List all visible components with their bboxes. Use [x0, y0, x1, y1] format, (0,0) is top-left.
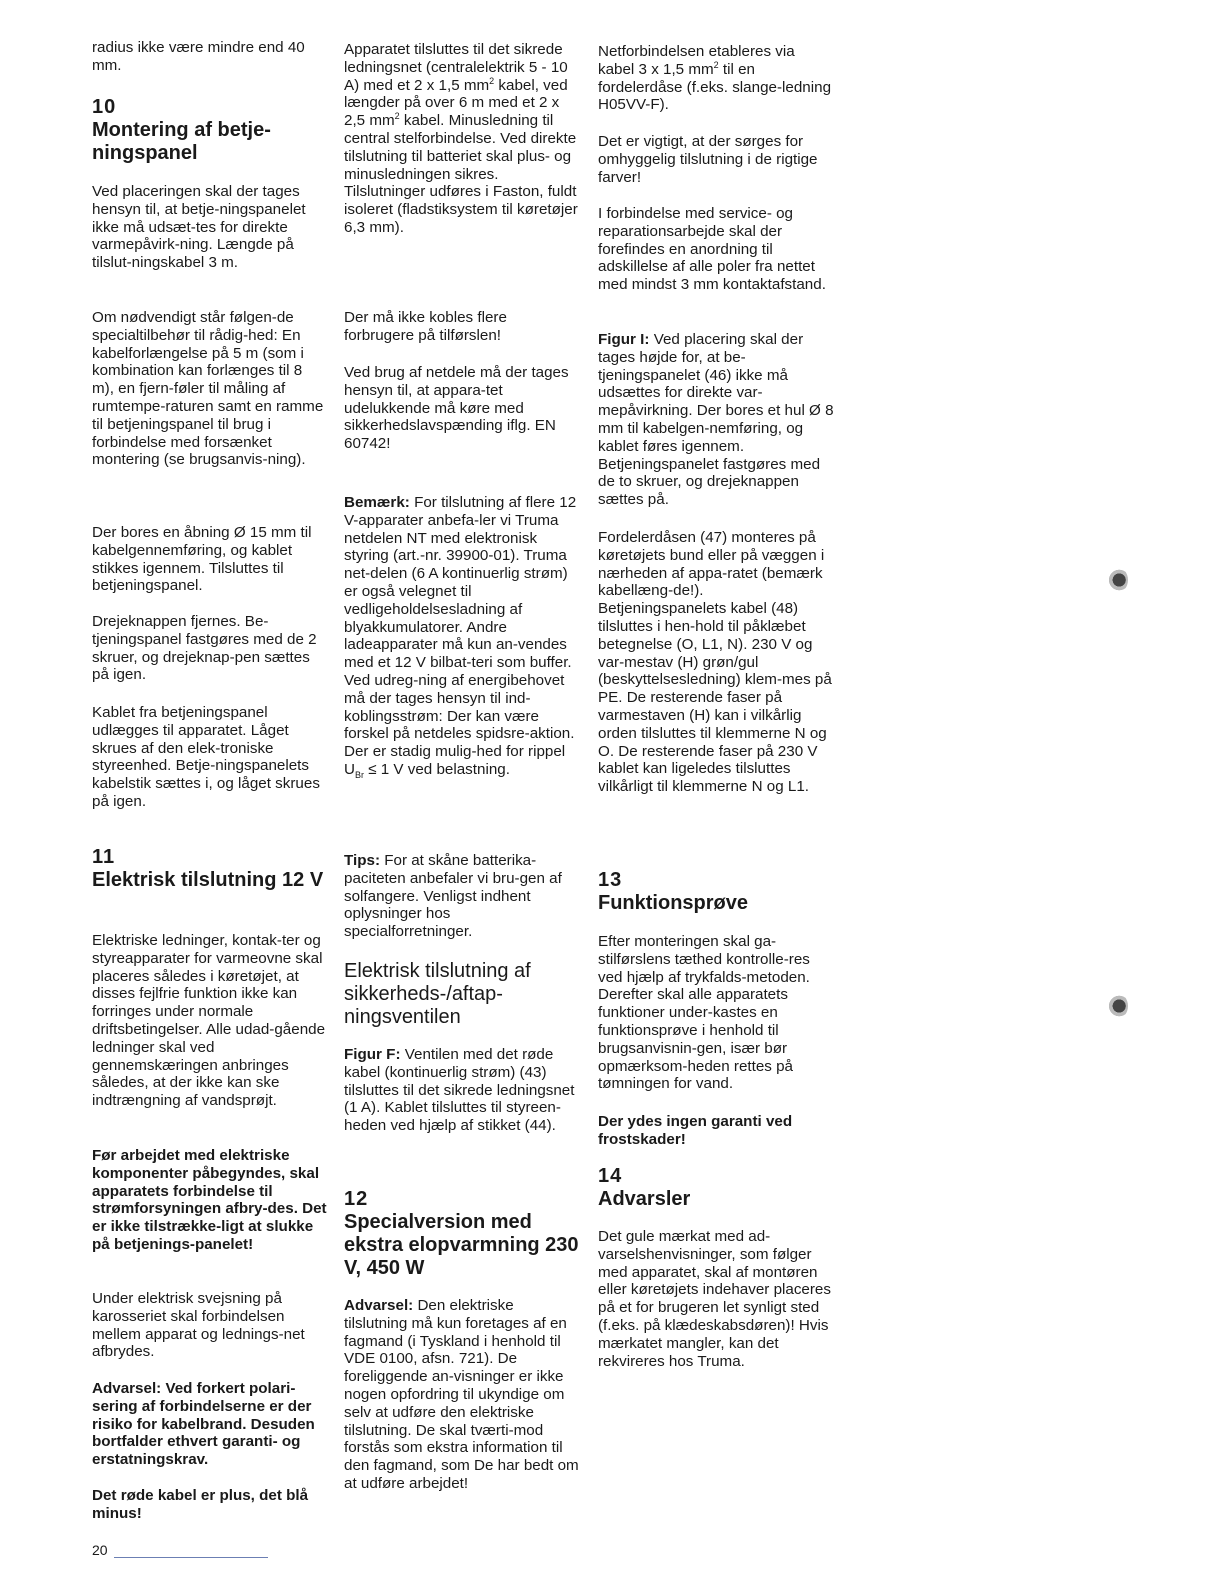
paragraph: Ved brug af netdele må der tages hensyn til, at appara-tet udelukkende må køre med sikkerhedslavspænding iflg. EN 60742!: [344, 364, 569, 453]
footer-rule: [114, 1557, 268, 1558]
section-13-title: Funktionsprøve: [598, 892, 749, 914]
section-12-title: Specialversion med ekstra elopvarmning 230 V, 450 W: [344, 1211, 579, 1279]
paragraph: Der må ikke kobles flere forbrugere på tilførslen!: [344, 309, 507, 344]
section-12-number: 12: [344, 1188, 369, 1210]
tips-paragraph: Tips: For at skåne batterika-paciteten anbefaler vi bru-gen af solfangere. Venligst indhent oplysninger hos specialforretninger.: [344, 852, 562, 941]
paragraph: Kablet fra betjeningspanel udlægges til apparatet. Låget skrues af den elek-troniske styreenhed. Betje-ningspanelets kabelstik sættes i, og låget skrues på igen.: [92, 704, 320, 810]
section-11-title: Elektrisk tilslutning 12 V: [92, 869, 324, 891]
paragraph: Om nødvendigt står følgen-de specialtilbehør til rådig-hed: En kabelforlængelse på 5 m (som i kombination kan forlænges til 8 m), en fjern-føler til måling af rumtempe-raturen samt en ramme til betjeningspanel til brug i forbindelse med forsænket montering (se brugsanvis-ning).: [92, 309, 324, 469]
paragraph: Ved placeringen skal der tages hensyn til, at betje-ningspanelet ikke må udsæt-tes for direkte varmepåvirk-ning. Længde på tilslut-ningskabel 3 m.: [92, 183, 306, 272]
paragraph: Under elektrisk svejsning på karosseriet skal forbindelsen mellem apparat og lednings-net afbrydes.: [92, 1290, 305, 1361]
paragraph: Det gule mærkat med ad-varselshenvisninger, som følger med apparatet, skal af montøren eller køretøjets indehaver placeres på et for brugeren let synligt sted (f.eks. på klædeskabsdøren)! Hvis mærkatet mangler, kan det rekvireres hos Truma.: [598, 1228, 831, 1370]
paragraph: Netforbindelsen etableres via kabel 3 x 1,5 $mm^2$ til en fordelerdåse (f.eks. slange-ledning H05VV-F).: [598, 43, 832, 114]
punch-hole-icon: [1106, 993, 1128, 1019]
subsection-title: Elektrisk tilslutning af sikkerheds-/aftap-ningsventilen: [344, 960, 531, 1028]
figure-f-paragraph: Figur F: Ventilen med det røde kabel (kontinuerlig strøm) (43) tilsluttes til det sikrede ledningsnet (1 A). Kablet tilsluttes til styreen-heden ved hjælp af stikket (44).: [344, 1046, 575, 1135]
section-13-number: 13: [598, 869, 623, 891]
section-10-title: Montering af betje-ningspanel: [92, 119, 271, 164]
bold-warning-paragraph: Advarsel: Ved forkert polari-sering af forbindelserne er der risiko for kabelbrand. Desuden bortfalder ethvert garanti- og erstatningskrav.: [92, 1380, 315, 1469]
paragraph: Det er vigtigt, at der sørges for omhyggelig tilslutning i de rigtige farver!: [598, 133, 818, 186]
bold-warning-paragraph: Det røde kabel er plus, det blå minus!: [92, 1487, 309, 1522]
paragraph: Apparatet tilsluttes til det sikrede ledningsnet (centralelektrik 5 - 10 A) med et 2 x 1,5 $mm^2$ kabel, ved længder på over 6 m med et 2 x 2,5 $mm^2$ kabel. Minusledning til central stelforbindelse. Ved direkte tilslutning til batteriet skal plus- og minusledningen sikres. Tilslutninger udføres i Faston, fuldt isoleret (fladstiksystem til køretøjer 6,3 mm).: [344, 41, 578, 236]
section-10-number: 10: [92, 96, 117, 118]
note-paragraph: Bemærk: For tilslutning af flere 12 V-apparater anbefa-ler vi Truma netdelen NT med elektronisk styring (art.-nr. 39900-01). Truma net-delen (6 A kontinuerlig strøm) er også velegnet til vedligeholdelsesladning af blyakkumulatorer. Andre ladeapparater må kun an-vendes med et 12 V bilbat-teri som buffer. Ved udreg-ning af energibehovet må der tages hensyn til ind-koblingsstrøm: Der kan være forskel på netdeles spidsre-aktion. Der er stadig mulig-hed for rippel $U_{Br} \le 1$ V ved belastning.: [344, 494, 577, 780]
warning-paragraph: Advarsel: Den elektriske tilslutning må kun foretages af en fagmand (i Tyskland i henhold til VDE 0100, afsn. 721). De foreliggende an-visninger er ikke nogen opfordring til ukyndige om selv at udføre den elektriske tilslutning. De skal tværti-mod forstås som ekstra information til den fagmand, som De har bedt om at udføre arbejdet!: [344, 1297, 579, 1492]
bold-warning-paragraph: Før arbejdet med elektriske komponenter påbegyndes, skal apparatets forbindelse til strømforsyningen afbry-des. Det er ikke tilstrække-ligt at slukke på betjenings-panelet!: [92, 1147, 327, 1253]
punch-hole-icon: [1106, 567, 1128, 593]
paragraph: Elektriske ledninger, kontak-ter og styreapparater for varmeovne skal placeres således i køretøjet, at disses fejlfrie funktion ikke kan forringes under normale driftsbetingelser. Alle udad-gående ledninger skal ved gennemskæringen anbringes således, at der ikke kan ske indtrængning af vandsprøjt.: [92, 932, 326, 1110]
section-14-title: Advarsler: [598, 1188, 691, 1210]
figure-i-paragraph: Figur I: Ved placering skal der tages højde for, at be-tjeningspanelet (46) ikke må udsættes for direkte var-mepåvirkning. Der bores et hul Ø 8 mm til kabelgen-nemføring, og kablet føres igennem. Betjeningspanelet fastgøres med de to skruer, og drejeknappen sættes på.: [598, 331, 834, 509]
paragraph: Efter monteringen skal ga-stilførslens tæthed kontrolle-res ved hjælp af trykfalds-metoden. Derefter skal alle apparatets funktioner under-kastes en funktionsprøve i henhold til brugsanvisnin-gen, især bør opmærksom-heden rettes på tømningen for vand.: [598, 933, 810, 1093]
paragraph: I forbindelse med service- og reparationsarbejde skal der forefindes en anordning til adskillelse af alle poler fra nettet med mindst 3 mm kontaktafstand.: [598, 205, 826, 294]
section-14-number: 14: [598, 1165, 623, 1187]
paragraph: Fordelerdåsen (47) monteres på køretøjets bund eller på væggen i nærheden af appa-ratet (bemærk kabellæng-de!). Betjeningspanelets kabel (48) tilsluttes i hen-hold til påklæbet betegnelse (O, L1, N). 230 V og var-mestav (H) grøn/gul (beskyttelsesledning) klem-mes på PE. De resterende faser på varmestaven (H) kan i vilkårlig orden tilsluttes til klemmerne N og O. De resterende faser på 230 V kablet kan ligeledes tilsluttes vilkårligt til klemmerne N og L1.: [598, 529, 832, 796]
bold-warning-paragraph: Der ydes ingen garanti ved frostskader!: [598, 1113, 793, 1148]
paragraph: Drejeknappen fjernes. Be-tjeningspanel fastgøres med de 2 skruer, og drejeknap-pen sættes på igen.: [92, 613, 317, 684]
page-number: 20: [92, 1542, 108, 1558]
paragraph: Der bores en åbning Ø 15 mm til kabelgennemføring, og kablet stikkes igennem. Tilsluttes til betjeningspanel.: [92, 524, 312, 595]
paragraph-radius: radius ikke være mindre end 40 mm.: [92, 39, 305, 74]
section-11-number: 11: [92, 846, 116, 868]
